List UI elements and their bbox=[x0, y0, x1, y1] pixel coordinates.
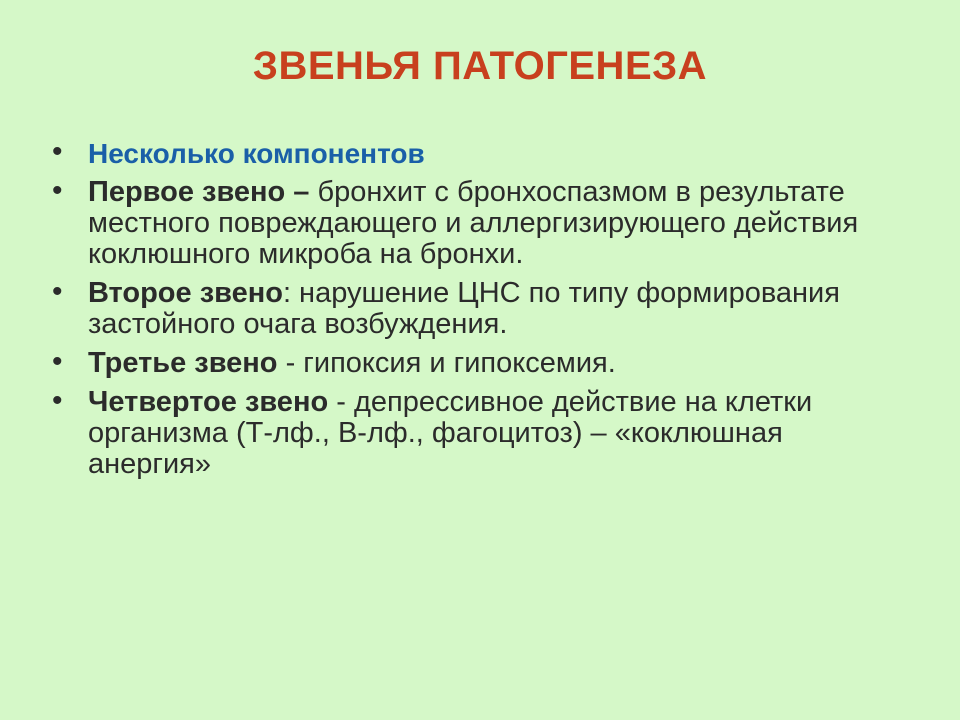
bullet-icon: • bbox=[52, 174, 63, 207]
bullet-list bbox=[50, 135, 910, 488]
item-text: - депрессивное действие на клетки организма (Т-лф., В-лф., фагоцитоз) – «коклюшная анергия» bbox=[88, 386, 813, 480]
bullet-icon: • bbox=[52, 384, 63, 417]
list-item-components bbox=[50, 135, 910, 169]
item-bold-text: Несколько компонентов bbox=[88, 138, 425, 169]
item-text: - гипоксия и гипоксемия. bbox=[277, 347, 616, 379]
item-bold-text: Первое звено – bbox=[88, 176, 318, 208]
bullet-icon: • bbox=[52, 275, 63, 308]
list-item-first-link bbox=[50, 174, 910, 270]
item-text: бронхит с бронхоспазмом в результате местного повреждающего и аллергизирующего действия коклюшного микроба на бронхи. bbox=[88, 176, 859, 270]
item-bold-text: Второе звено bbox=[88, 277, 283, 309]
bullet-icon: • bbox=[52, 135, 63, 168]
bullet-icon: • bbox=[52, 345, 63, 378]
list-item-second-link bbox=[50, 275, 910, 340]
list-item-third-link bbox=[50, 345, 910, 379]
list-item-fourth-link bbox=[50, 384, 910, 480]
item-text: : нарушение ЦНС по типу формирования застойного очага возбуждения. bbox=[88, 277, 840, 340]
item-bold-text: Четвертое звено bbox=[88, 386, 329, 418]
item-bold-text: Третье звено bbox=[88, 347, 278, 379]
slide-title: ЗВЕНЬЯ ПАТОГЕНЕЗА bbox=[252, 44, 708, 88]
